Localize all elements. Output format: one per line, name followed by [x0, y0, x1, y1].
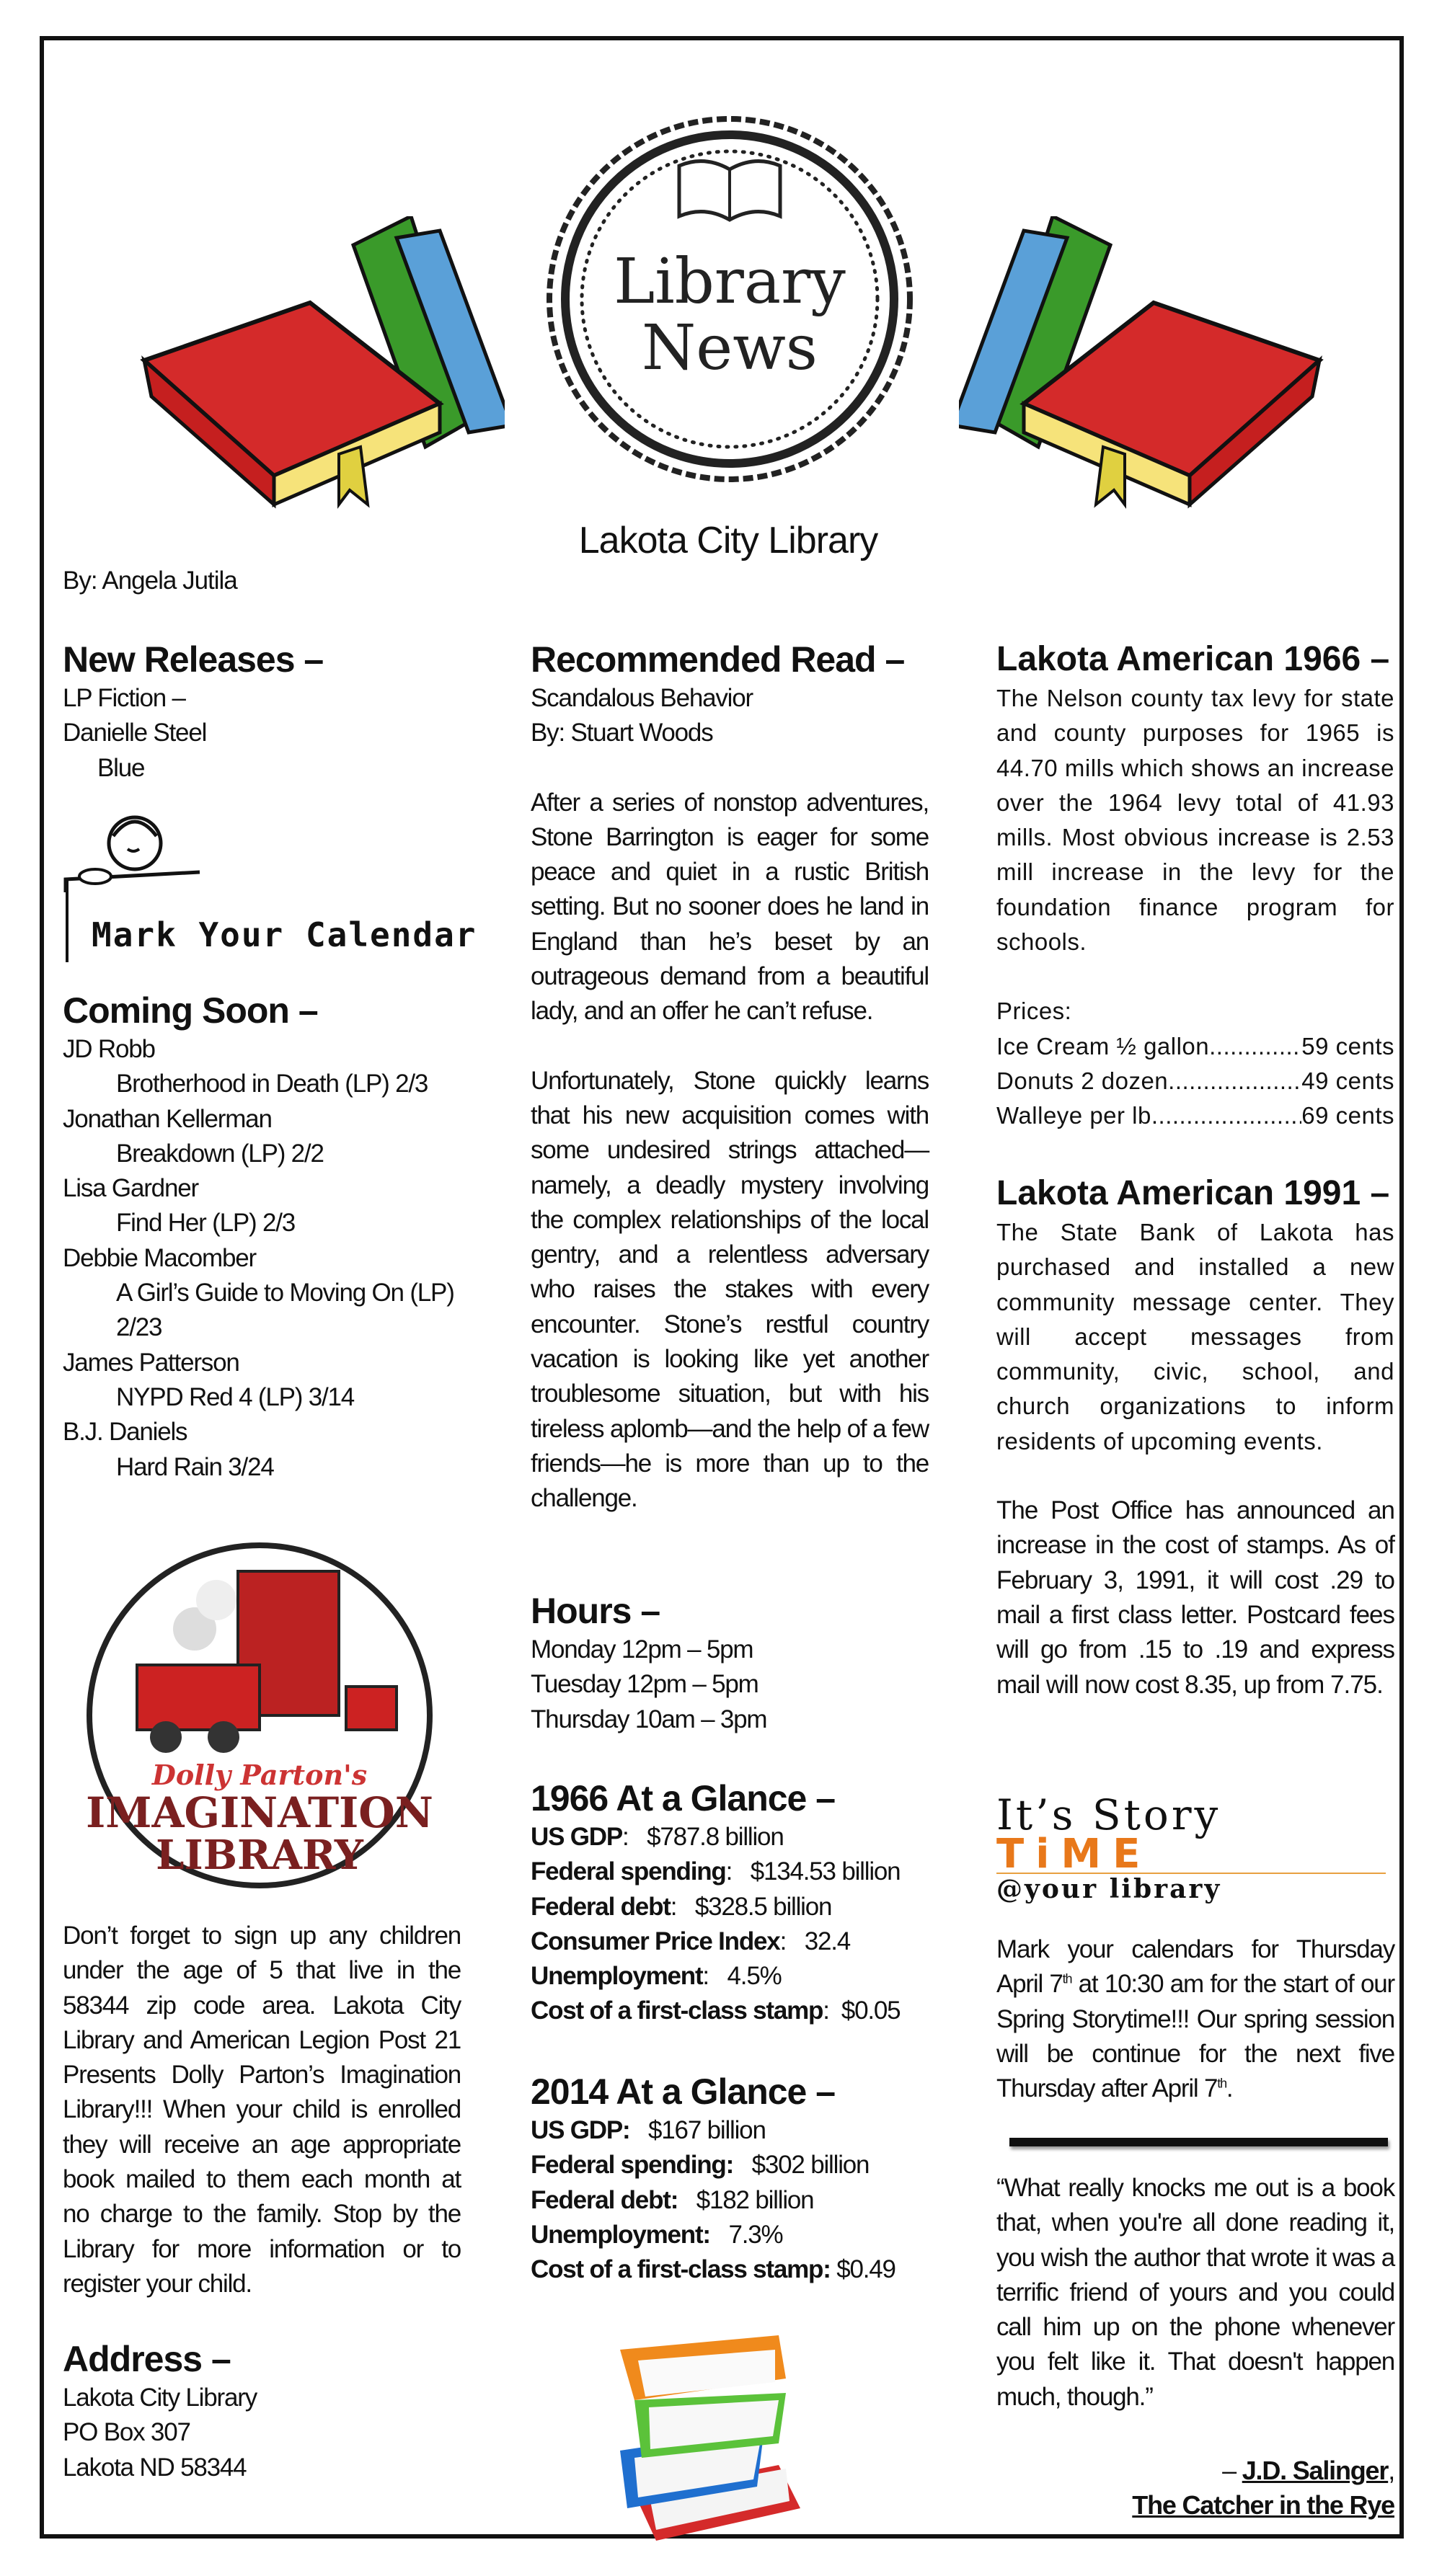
hours-line: Tuesday 12pm – 5pm — [531, 1670, 758, 1699]
price-row: Ice Cream ½ gallon ..... 59 cents — [996, 1029, 1394, 1064]
storytime-logo-line3: @your library — [996, 1873, 1386, 1904]
library-name: Lakota City Library — [578, 520, 878, 561]
recommended-paragraph-2: Unfortunately, Stone quickly learns that his new acquisition comes with some undesired strings attached—namely, a deadly mystery involving the complex relationships of the local gentry, and a relentless adversary who raises the stakes with every encounter. Stone’s restful country vacation is looking like yet another troublesome situation, but with his tireless aplomb—and the help of a few friends—he is more than up to the challenge. — [531, 1066, 929, 1513]
storytime-logo — [996, 1790, 1386, 1909]
hours-heading: Hours – — [531, 1591, 660, 1631]
recommended-heading: Recommended Read – — [531, 639, 905, 680]
new-release-title: Blue — [97, 753, 145, 782]
coming-author: Lisa Gardner — [63, 1174, 198, 1203]
coming-soon-heading: Coming Soon – — [63, 990, 318, 1031]
coming-soon-section — [63, 989, 461, 1485]
glance-row: Cost of a first-class stamp: $0.49 — [531, 2255, 895, 2284]
address-line: PO Box 307 — [63, 2418, 190, 2447]
coming-title: A Girl’s Guide to Moving On (LP) 2/23 — [116, 1279, 454, 1342]
lakota-1991-section — [996, 1172, 1394, 1702]
coming-title: NYPD Red 4 (LP) 3/14 — [116, 1382, 355, 1411]
logo-dolly: Dolly Parton's — [151, 1759, 368, 1791]
new-releases-heading: New Releases – — [63, 639, 324, 680]
glance-row: Federal debt: $182 billion — [531, 2185, 814, 2214]
coming-author: JD Robb — [63, 1035, 155, 1063]
coming-title: Find Her (LP) 2/3 — [116, 1209, 296, 1238]
glance-row: Federal spending: $302 billion — [531, 2151, 870, 2180]
imagination-logo-text — [72, 1759, 447, 1879]
lakota-1991-paragraph-2: The Post Office has announced an increase in the cost of stamps. As of February 3, 1991, it will cost .29 to mail a first class letter. Postcard fees will go from .15 to .19 and express mail will now cost 8.35, up from 7.75. — [996, 1496, 1394, 1699]
coming-author: Jonathan Kellerman — [63, 1104, 272, 1133]
books-clipart-left — [137, 216, 505, 519]
lakota-1966-section — [996, 638, 1394, 1134]
book-stack-icon — [606, 2321, 836, 2544]
coming-author: Debbie Macomber — [63, 1243, 256, 1272]
logo-imagination: IMAGINATION — [86, 1788, 433, 1837]
lakota-1966-text: The Nelson county tax levy for state and county purposes for 1965 is 44.70 mills which shows an increase over the 1964 levy total of 41.93 mills. Most obvious increase is 2.53 mill increase in the levy for the foundation finance program for schools. — [996, 685, 1394, 956]
mark-calendar-text: Mark Your Calendar — [92, 915, 477, 954]
library-news-logo — [546, 115, 914, 483]
imagination-paragraph: Don’t forget to sign up any children under the age of 5 that live in the 58344 zip code area. Lakota City Library and American Legion Post 21 Presents Dolly Parton’s Imagination Library!!! When your child is enrolled they will receive an age appropriate book mailed to them each month at no charge to the family. Stop by the Library for more information or to register your child. — [63, 1922, 461, 2298]
new-releases-section — [63, 638, 461, 786]
glance-row: US GDP: $787.8 billion — [531, 1823, 784, 1851]
quote-attribution: – J.D. Salinger, The Catcher in the Rye — [1132, 2456, 1394, 2521]
salinger-quote: “What really knocks me out is a book that, when you're all done reading it, you wish the author that wrote it was a terrific friend of yours and you could call him up on the phone whenever you felt like it. That doesn't happen much, though.” — [996, 2174, 1394, 2411]
price-row: Donuts 2 dozen ..... 49 cents — [996, 1064, 1394, 1098]
storytime-logo-line1: It’s Story — [996, 1790, 1221, 1839]
address-section — [63, 2337, 461, 2485]
glance-row: Unemployment: 7.3% — [531, 2220, 783, 2249]
glance-1966-heading: 1966 At a Glance – — [531, 1778, 836, 1818]
glance-row: Federal spending: $134.53 billion — [531, 1857, 901, 1886]
coming-title: Brotherhood in Death (LP) 2/3 — [116, 1070, 428, 1098]
address-line: Lakota ND 58344 — [63, 2453, 247, 2482]
price-row: Walleye per lb ..... 69 cents — [996, 1098, 1394, 1133]
storytime-logo-time: TiME — [996, 1831, 1152, 1878]
books-clipart-right — [959, 216, 1327, 519]
coming-author: B.J. Daniels — [63, 1418, 187, 1447]
glance-row: US GDP: $167 billion — [531, 2116, 766, 2144]
imagination-library-logo — [72, 1542, 447, 1888]
book-title: Scandalous Behavior — [531, 684, 753, 712]
lakota-1991-paragraph-1: The State Bank of Lakota has purchased and installed a new community message center. They will accept messages from community, civic, school, and church organizations to inform residents of upcoming events. — [996, 1219, 1394, 1454]
address-heading: Address – — [63, 2339, 231, 2379]
quote-author: J.D. Salinger — [1242, 2456, 1389, 2485]
coming-title: Breakdown (LP) 2/2 — [116, 1139, 324, 1168]
storytime-paragraph: Mark your calendars for Thursday April 7th at 10:30 am for the start of our Spring Storytime!!! Our spring session will be continue for the next five Thursday after April 7th. — [996, 1935, 1394, 2103]
lakota-1966-heading: Lakota American 1966 – — [996, 640, 1390, 678]
logo-line-news: News — [642, 312, 818, 384]
coming-title: Hard Rain 3/24 — [116, 1452, 274, 1481]
hours-line: Monday 12pm – 5pm — [531, 1635, 753, 1664]
book-author: By: Stuart Woods — [531, 719, 713, 747]
glance-1966-section — [531, 1777, 929, 2029]
mark-your-calendar-image — [63, 807, 477, 980]
byline: By: Angela Jutila — [63, 567, 237, 595]
new-release-line: LP Fiction – — [63, 684, 185, 712]
divider — [1009, 2138, 1388, 2146]
logo-title — [546, 246, 914, 384]
recommended-section — [531, 638, 929, 1516]
new-release-line: Danielle Steel — [63, 719, 207, 747]
recommended-paragraph-1: After a series of nonstop adventures, Stone Barrington is eager for some peace and quiet in a rustic British setting. But no sooner does he land in England than he’s beset by an outrageous demand from a beautiful lady, and an offer he can’t refuse. — [531, 788, 929, 1026]
glance-row: Consumer Price Index: 32.4 — [531, 1927, 851, 1955]
glance-row: Federal debt: $328.5 billion — [531, 1892, 832, 1921]
prices-label: Prices: — [996, 998, 1072, 1025]
hours-line: Thursday 10am – 3pm — [531, 1705, 767, 1733]
lakota-1991-heading: Lakota American 1991 – — [996, 1174, 1390, 1212]
coming-author: James Patterson — [63, 1348, 239, 1377]
logo-library: LIBRARY — [156, 1831, 363, 1879]
logo-line-library: Library — [614, 246, 846, 318]
glance-row: Unemployment: 4.5% — [531, 1962, 782, 1991]
glance-row: Cost of a first-class stamp: $0.05 — [531, 1997, 901, 2025]
calendar-edge — [66, 879, 68, 962]
address-line: Lakota City Library — [63, 2384, 257, 2412]
glance-2014-heading: 2014 At a Glance – — [531, 2071, 836, 2112]
quote-source: The Catcher in the Rye — [1132, 2490, 1394, 2521]
child-leaning-icon — [63, 807, 207, 894]
glance-2014-section — [531, 2070, 929, 2287]
hours-section — [531, 1589, 929, 1737]
